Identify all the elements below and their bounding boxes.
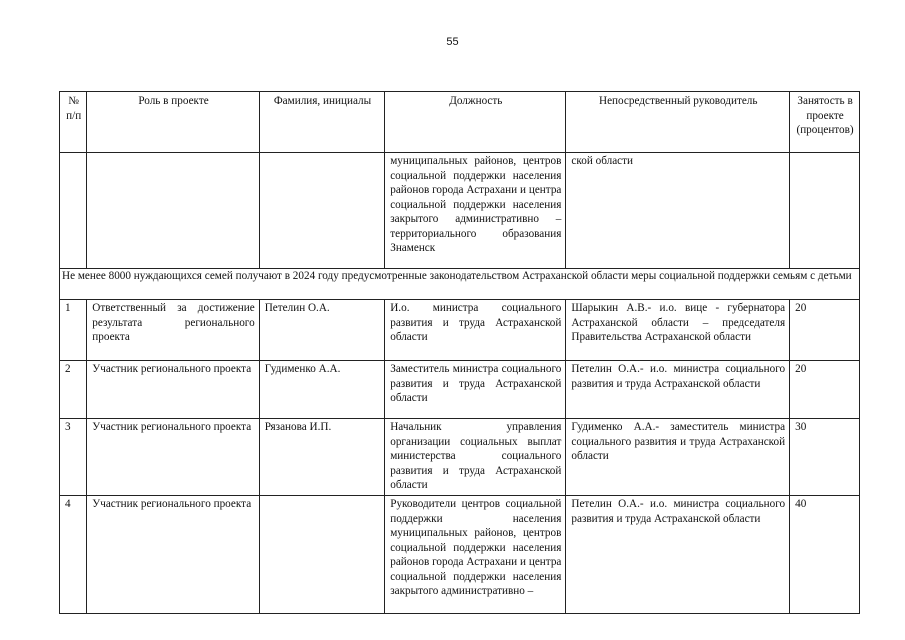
row-number: 2 xyxy=(60,361,87,419)
row-role: Участник регионального проекта xyxy=(87,361,259,419)
row-name: Рязанова И.П. xyxy=(259,419,385,496)
header-name: Фамилия, инициалы xyxy=(259,92,385,153)
project-staff-table xyxy=(59,91,860,614)
header-supervisor: Непосредственный руководитель xyxy=(566,92,790,153)
row-number: 1 xyxy=(60,300,87,361)
row-position: Начальник управления организации социальных выплат министерства социального развития и труда Астраханской области xyxy=(385,419,566,496)
row-name: Петелин О.А. xyxy=(259,300,385,361)
row-name xyxy=(259,496,385,614)
row-name: Гудименко А.А. xyxy=(259,361,385,419)
header-load: Занятость в проекте (процентов) xyxy=(790,92,860,153)
row-load: 40 xyxy=(790,496,860,614)
page-number: 55 xyxy=(446,36,459,48)
header-position: Должность xyxy=(385,92,566,153)
row-position: И.о. министра социального развития и труда Астраханской области xyxy=(385,300,566,361)
table-row xyxy=(60,300,860,361)
table-header-row xyxy=(60,92,860,153)
row-supervisor: Петелин О.А.- и.о. министра социального развития и труда Астраханской области xyxy=(566,496,790,614)
row-supervisor: Петелин О.А.- и.о. министра социального развития и труда Астраханской области xyxy=(566,361,790,419)
row-role: Участник регионального проекта xyxy=(87,496,259,614)
continuation-supervisor: ской области xyxy=(566,153,790,269)
continuation-row xyxy=(60,153,860,269)
table-row xyxy=(60,419,860,496)
row-load: 30 xyxy=(790,419,860,496)
row-position: Руководители центров социальной поддержки населения муниципальных районов, центров социальной поддержки населения районов города Астрахани и центра социальной поддержки населения закрытого административно – xyxy=(385,496,566,614)
row-supervisor: Гудименко А.А.- заместитель министра социального развития и труда Астраханской области xyxy=(566,419,790,496)
row-role: Ответственный за достижение результата регионального проекта xyxy=(87,300,259,361)
row-load: 20 xyxy=(790,361,860,419)
row-number: 3 xyxy=(60,419,87,496)
row-supervisor: Шарыкин А.В.- и.о. вице - губернатора Астраханской области – председателя Правительства Астраханской области xyxy=(566,300,790,361)
row-load: 20 xyxy=(790,300,860,361)
section-title: Не менее 8000 нуждающихся семей получают в 2024 году предусмотренные законодательством Астраханской области меры социальной поддержки семьям с детьми xyxy=(60,269,860,300)
header-role: Роль в проекте xyxy=(87,92,259,153)
row-number: 4 xyxy=(60,496,87,614)
table-row xyxy=(60,496,860,614)
row-role: Участник регионального проекта xyxy=(87,419,259,496)
continuation-position: муниципальных районов, центров социальной поддержки населения районов города Астрахани и центра социальной поддержки населения закрытого административно – территориального образования Знаменск xyxy=(385,153,566,269)
section-row xyxy=(60,269,860,300)
table-row xyxy=(60,361,860,419)
header-number: № п/п xyxy=(60,92,87,153)
row-position: Заместитель министра социального развития и труда Астраханской области xyxy=(385,361,566,419)
